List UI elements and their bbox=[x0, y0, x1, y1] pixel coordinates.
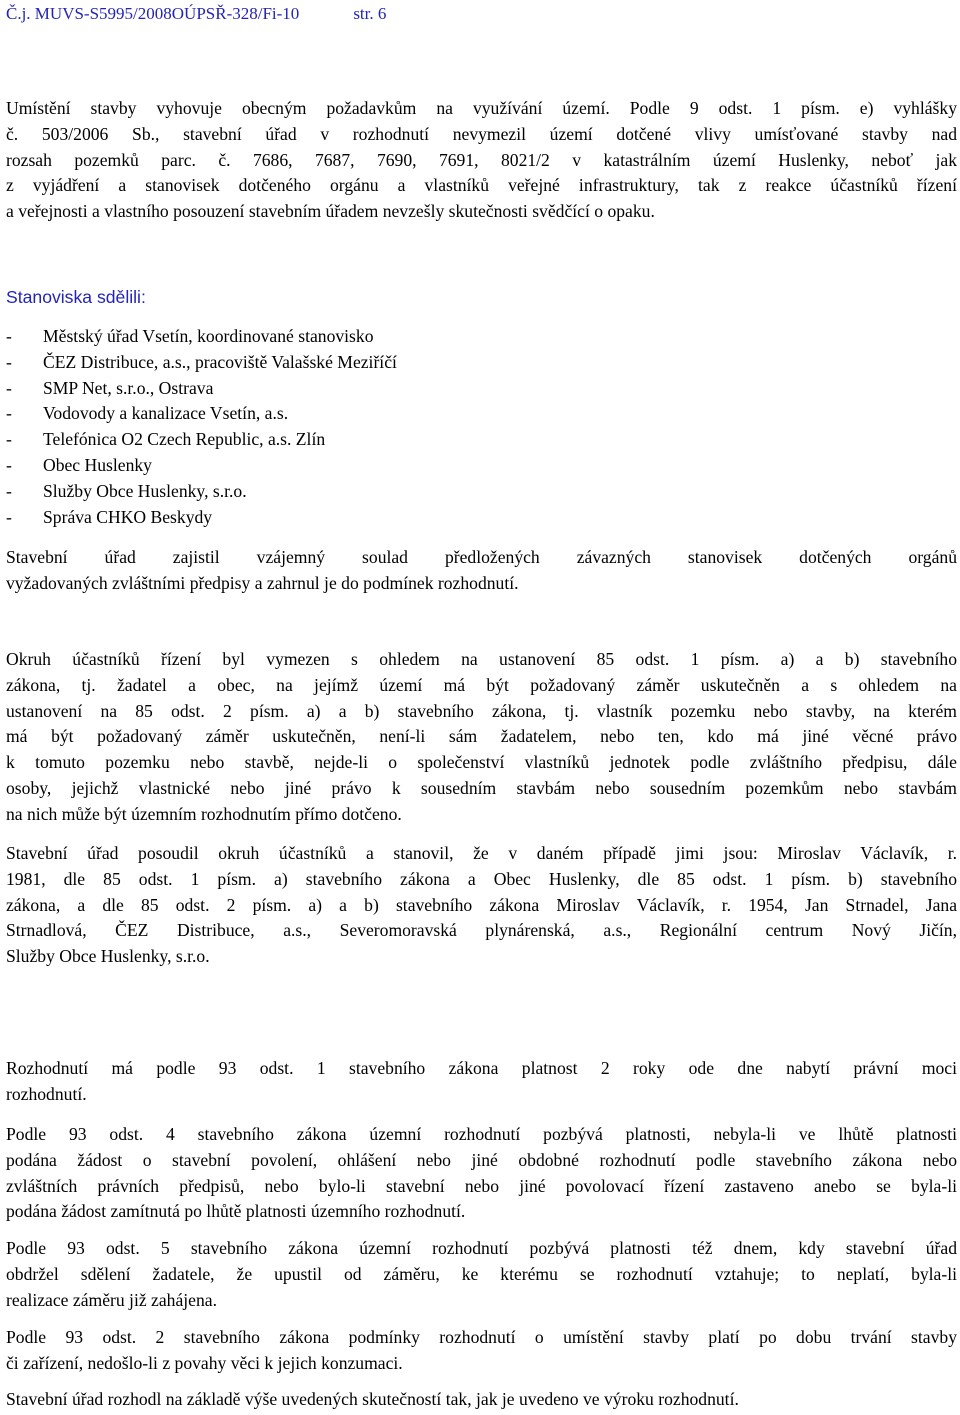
document-header bbox=[6, 4, 386, 24]
list-bullet-dash: - bbox=[6, 377, 12, 398]
stanovisko-label: Vodovody a kanalizace Vsetín, a.s. bbox=[43, 403, 289, 424]
stanoviska-heading: Stanoviska sdělili: bbox=[6, 287, 146, 307]
paragraph-conclusion bbox=[6, 1387, 957, 1413]
stanovisko-label: Správa CHKO Beskydy bbox=[43, 506, 213, 527]
stanovisko-item bbox=[6, 427, 397, 453]
list-bullet-dash: - bbox=[6, 403, 12, 424]
text-line: obdržel sdělení žadatele, že upustil od záměru, ke kterému se rozhodnutí vztahuje; to neplatí, byla-li bbox=[6, 1263, 957, 1284]
stanovisko-item bbox=[6, 453, 397, 479]
stanovisko-item bbox=[6, 376, 397, 402]
text-line: Stavební úřad zajistil vzájemný soulad předložených závazných stanovisek dotčených orgánů bbox=[6, 547, 957, 567]
text-line: Strnadlová, ČEZ Distribuce, a.s., Severomoravská plynárenská, a.s., Regionální centrum Nový Jičín, bbox=[6, 920, 957, 941]
stanovisko-label: Městský úřad Vsetín, koordinované stanovisko bbox=[43, 326, 374, 346]
list-bullet-dash: - bbox=[6, 454, 12, 475]
paragraph-placement bbox=[6, 96, 957, 225]
text-line: č. 503/2006 Sb., stavební úřad v rozhodnutí nevymezil území dotčené vlivy umísťované stavby nad bbox=[6, 123, 957, 144]
text-line-last: či zařízení, nedošlo-li z povahy věci k jejich konzumaci. bbox=[6, 1352, 403, 1373]
stanovisko-label: SMP Net, s.r.o., Ostrava bbox=[43, 377, 214, 398]
text-line-last: Stavební úřad rozhodl na základě výše uvedených skutečností tak, jak je uvedeno ve výroku rozhodnutí. bbox=[6, 1389, 739, 1409]
text-line: Rozhodnutí má podle 93 odst. 1 stavebního zákona platnost 2 roky ode dne nabytí právní moci bbox=[6, 1058, 957, 1078]
text-line: podána žádost o stavební povolení, ohlášení nebo jiné obdobné rozhodnutí podle stavebního zákona nebo bbox=[6, 1149, 957, 1170]
stanovisko-item bbox=[6, 350, 397, 376]
text-line: zvláštních právních předpisů, nebo bylo-li stavební nebo jiné povolovací řízení zastaveno anebo se byla-li bbox=[6, 1175, 957, 1196]
text-line-last: podána žádost zamítnutá po lhůtě platnosti územního rozhodnutí. bbox=[6, 1201, 466, 1222]
text-line: zákona, a dle 85 odst. 2 písm. a) a b) stavebního zákona Miroslav Václavík, r. 1954, Jan Strnadel, Jana bbox=[6, 894, 957, 915]
stanovisko-item bbox=[6, 479, 397, 505]
stanovisko-item bbox=[6, 505, 397, 531]
paragraph-expiry-withdrawal bbox=[6, 1236, 957, 1313]
paragraph-validity bbox=[6, 1056, 957, 1108]
text-line: ustanovení na 85 odst. 2 písm. a) a b) stavebního zákona, tj. vlastník pozemku nebo stavby, na kterém bbox=[6, 700, 957, 721]
text-line: Okruh účastníků řízení byl vymezen s ohledem na ustanovení 85 odst. 1 písm. a) a b) stavebního bbox=[6, 649, 957, 669]
text-line-last: na nich může být územním rozhodnutím přímo dotčeno. bbox=[6, 803, 402, 824]
stanovisko-label: Obec Huslenky bbox=[43, 454, 152, 475]
stanovisko-label: ČEZ Distribuce, a.s., pracoviště Valašské Meziříčí bbox=[43, 351, 397, 372]
text-line: Umístění stavby vyhovuje obecným požadavkům na využívání území. Podle 9 odst. 1 písm. e) vyhlášky bbox=[6, 98, 957, 118]
text-line-last: Služby Obce Huslenky, s.r.o. bbox=[6, 946, 210, 967]
list-bullet-dash: - bbox=[6, 480, 12, 501]
text-line: z vyjádření a stanovisek dotčeného orgánu a vlastníků veřejné infrastruktury, tak z reakce účastníků řízení bbox=[6, 175, 957, 196]
text-line: Stavební úřad posoudil okruh účastníků a stanovil, že v daném případě jimi jsou: Miroslav Václavík, r. bbox=[6, 843, 957, 863]
paragraph-expiry bbox=[6, 1122, 957, 1225]
paragraph-participants-scope bbox=[6, 647, 957, 828]
reference-number: Č.j. MUVS-S5995/2008OÚPSŘ-328/Fi-10 bbox=[6, 4, 300, 23]
text-line: k tomuto pozemku nebo stavbě, nejde-li o společenství vlastníků jednotek podle zvláštního předpisu, dále bbox=[6, 752, 957, 773]
text-line-last: rozhodnutí. bbox=[6, 1083, 87, 1104]
text-line: Podle 93 odst. 2 stavebního zákona podmínky rozhodnutí o umístění stavby platí po dobu trvání stavby bbox=[6, 1327, 957, 1347]
paragraph-participants-list bbox=[6, 841, 957, 970]
text-line: rozsah pozemků parc. č. 7686, 7687, 7690, 7691, 8021/2 v katastrálním území Huslenky, neboť jak bbox=[6, 149, 957, 170]
text-line: Podle 93 odst. 4 stavebního zákona územní rozhodnutí pozbývá platnosti, nebyla-li ve lhůtě platnosti bbox=[6, 1124, 957, 1144]
stanoviska-list bbox=[6, 324, 397, 530]
list-bullet-dash: - bbox=[6, 429, 12, 450]
stanovisko-label: Služby Obce Huslenky, s.r.o. bbox=[43, 480, 247, 501]
text-line: má být požadovaný záměr uskutečněn, není-li sám žadatelem, nebo ten, kdo má jiné věcné právo bbox=[6, 726, 957, 747]
page-number: str. 6 bbox=[353, 4, 387, 23]
list-bullet-dash: - bbox=[6, 506, 12, 527]
list-bullet-dash: - bbox=[6, 326, 12, 346]
stanovisko-item bbox=[6, 324, 397, 350]
text-line-last: vyžadovaných zvláštními předpisy a zahrnul je do podmínek rozhodnutí. bbox=[6, 572, 519, 593]
text-line: Podle 93 odst. 5 stavebního zákona územní rozhodnutí pozbývá platnosti též dnem, kdy stavební úřad bbox=[6, 1238, 957, 1258]
text-line-last: a veřejnosti a vlastního posouzení stavebním úřadem nevzešly skutečnosti svědčící o opaku. bbox=[6, 201, 655, 222]
stanovisko-label: Telefónica O2 Czech Republic, a.s. Zlín bbox=[43, 429, 326, 450]
text-line: 1981, dle 85 odst. 1 písm. a) stavebního zákona a Obec Huslenky, dle 85 odst. 1 písm. b) stavebního bbox=[6, 868, 957, 889]
text-line: zákona, tj. žadatel a obec, na jejímž území má být požadovaný záměr uskutečněn a s ohledem na bbox=[6, 674, 957, 695]
stanovisko-item bbox=[6, 401, 397, 427]
text-line: osoby, jejichž vlastnické nebo jiné právo k sousedním stavbám nebo sousedním pozemkům nebo stavbám bbox=[6, 777, 957, 798]
paragraph-binding-opinions bbox=[6, 545, 957, 597]
paragraph-conditions-duration bbox=[6, 1325, 957, 1377]
text-line-last: realizace záměru již zahájena. bbox=[6, 1289, 217, 1310]
list-bullet-dash: - bbox=[6, 351, 12, 372]
